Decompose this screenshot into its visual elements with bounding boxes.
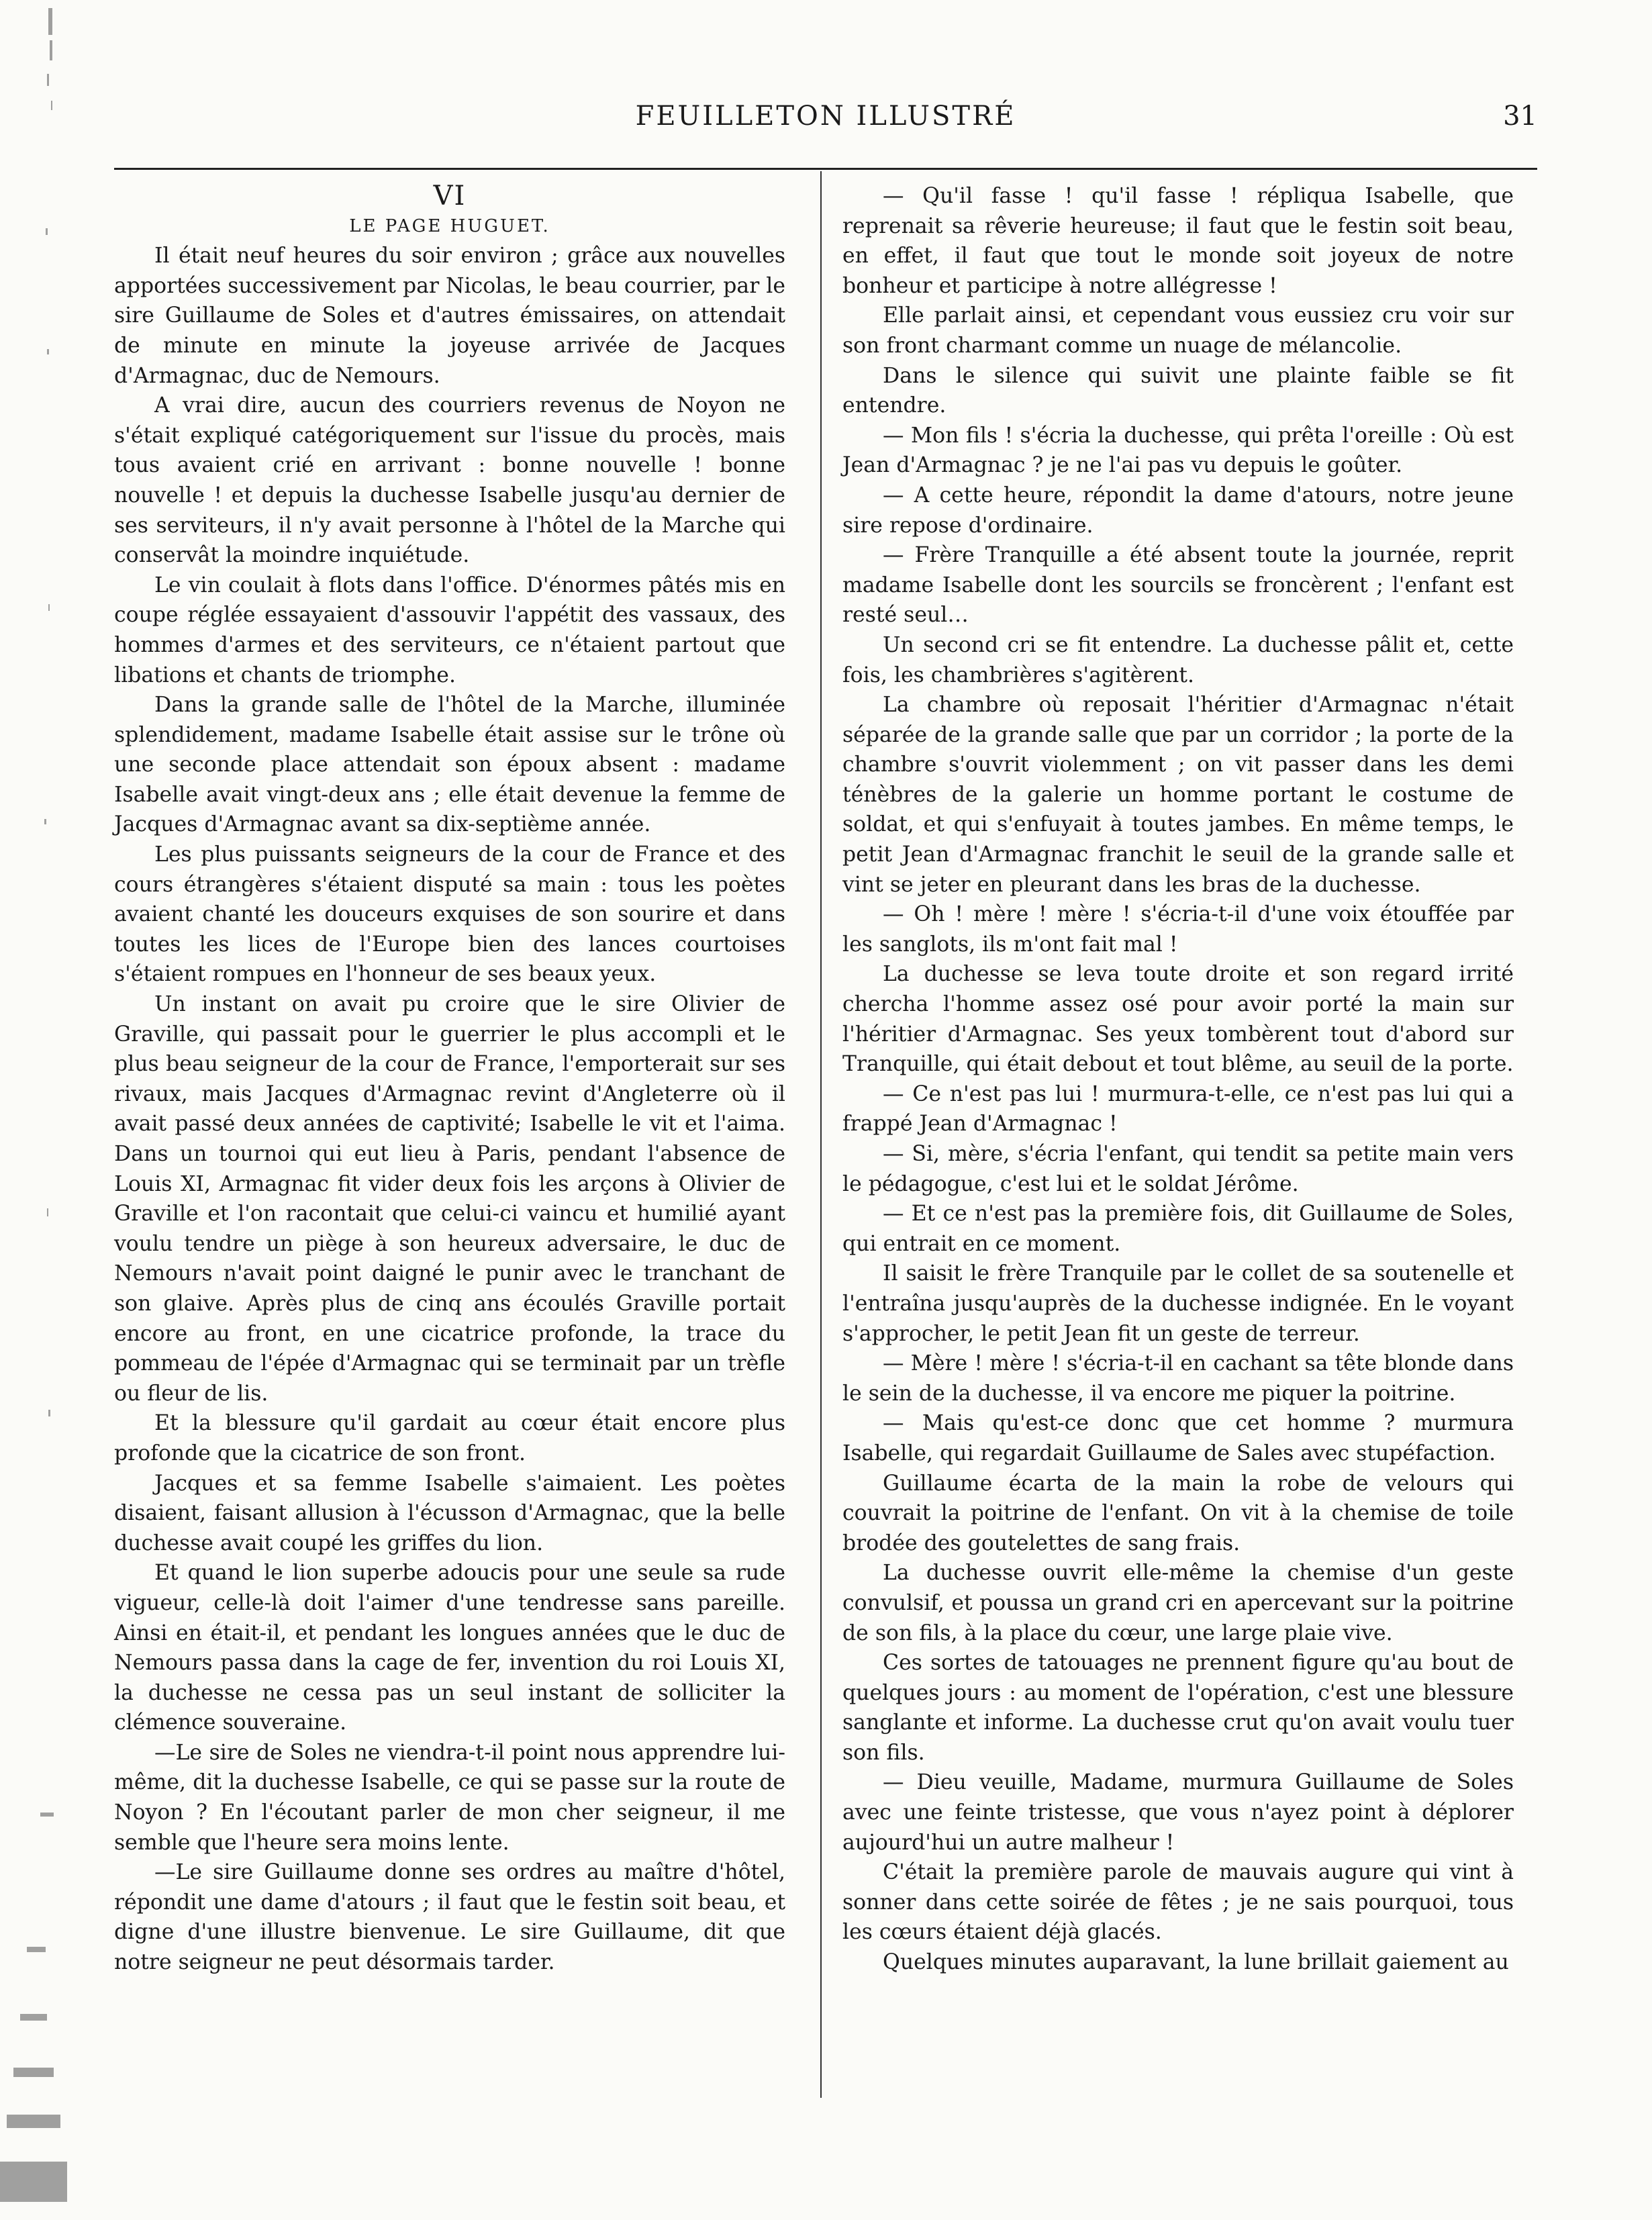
left-column	[114, 181, 785, 1978]
paragraph: — Si, mère, s'écria l'enfant, qui tendit sa petite main vers le pédagogue, c'est lui et le soldat Jérôme.	[842, 1142, 1514, 1196]
paragraph: Les plus puissants seigneurs de la cour de France et des cours étrangères s'étaient disputé sa main : tous les poètes avaient chanté les douceurs exquises de son sourire et dans toutes les lices de l'Europe bien des lances courtoises s'étaient rompues en l'honneur de ses beaux yeux.	[114, 842, 785, 987]
paragraph: — A cette heure, répondit la dame d'atours, notre jeune sire repose d'ordinaire.	[842, 483, 1514, 538]
paragraph: Quelques minutes auparavant, la lune brillait gaiement au	[883, 1950, 1509, 1975]
paragraph: Jacques et sa femme Isabelle s'aimaient. Les poètes disaient, faisant allusion à l'écusson d'Armagnac, que la belle duchesse avait coupé les griffes du lion.	[114, 1471, 785, 1555]
paragraph: Dans le silence qui suivit une plainte faible se fit entendre.	[842, 363, 1514, 418]
paragraph: La duchesse ouvrit elle-même la chemise d'un geste convulsif, et poussa un grand cri en apercevant sur la poitrine de son fils, à la place du cœur, une large plaie vive.	[842, 1561, 1514, 1645]
paragraph: — Ce n'est pas lui ! murmura-t-elle, ce n'est pas lui qui a frappé Jean d'Armagnac !	[842, 1081, 1514, 1137]
paragraph: Et la blessure qu'il gardait au cœur était encore plus profonde que la cicatrice de son front.	[114, 1411, 785, 1465]
paragraph: Le vin coulait à flots dans l'office. D'énormes pâtés mis en coupe réglée essayaient d'assouvir l'appétit des vassaux, des hommes d'armes et des serviteurs, ce n'étaient partout que libations et chants de triomphe.	[114, 573, 785, 687]
running-title: FEUILLETON ILLUSTRÉ	[635, 101, 1016, 132]
paragraph: Elle parlait ainsi, et cependant vous eussiez cru voir sur son front charmant comme un nuage de mélancolie.	[842, 303, 1514, 358]
paragraph: — Mon fils ! s'écria la duchesse, qui prêta l'oreille : Où est Jean d'Armagnac ? je ne l'ai pas vu depuis le goûter.	[842, 423, 1514, 478]
paragraph: — Dieu veuille, Madame, murmura Guillaume de Soles avec une feinte tristesse, que vous n'ayez point à déplorer aujourd'hui un autre malheur !	[842, 1770, 1514, 1855]
paragraph: Et quand le lion superbe adoucis pour une seule sa rude vigueur, celle-là doit l'aimer d'une tendresse sans pareille. Ainsi en était-il, et pendant les longues années que le duc de Nemours passa dans la cage de fer, invention du roi Louis XI, la duchesse ne cessa pas un seul instant de solliciter la clémence souveraine.	[114, 1561, 785, 1735]
paragraph: — Frère Tranquille a été absent toute la journée, reprit madame Isabelle dont les sourcils se froncèrent ; l'enfant est resté seul…	[842, 543, 1514, 628]
paragraph: —Le sire de Soles ne viendra-t-il point nous apprendre lui-même, dit la duchesse Isabelle, ce qui se passe sur la route de Noyon ? En l'écoutant parler de mon cher seigneur, il me semble que l'heure sera moins lente.	[114, 1740, 785, 1855]
scan-margin-speckle	[0, 0, 101, 2220]
right-column	[842, 181, 1514, 1978]
paragraph: La duchesse se leva toute droite et son regard irrité chercha l'homme assez osé pour avoir porté la main sur l'héritier d'Armagnac. Ses yeux tombèrent tout d'abord sur Tranquille, qui était debout et tout blême, au seuil de la porte.	[842, 962, 1514, 1077]
paragraph: La chambre où reposait l'héritier d'Armagnac n'était séparée de la grande salle que par un corridor ; la porte de la chambre s'ouvrit violemment ; on vit passer dans les demi ténèbres de la galerie un homme portant le costume de soldat, et qui s'enfuyait à toutes jambes. En même temps, le petit Jean d'Armagnac franchit le seuil de la grande salle et vint se jeter en pleurant dans les bras de la duchesse.	[842, 693, 1514, 897]
paragraph: — Mère ! mère ! s'écria-t-il en cachant sa tête blonde dans le sein de la duchesse, il va encore me piquer la poitrine.	[842, 1351, 1514, 1406]
chapter-title: LE PAGE HUGUET.	[349, 215, 550, 236]
paragraph: Un instant on avait pu croire que le sire Olivier de Graville, qui passait pour le guerrier le plus accompli et le plus beau seigneur de la cour de France, l'emporterait sur ses rivaux, mais Jacques d'Armagnac revint d'Angleterre où il avait passé deux années de captivité; Isabelle le vit et l'aima. Dans un tournoi qui eut lieu à Paris, pendant l'absence de Louis XI, Armagnac fit vider deux fois les arçons à Olivier de Graville et l'on racontait que celui-ci vaincu et humilié ayant voulu tendre un piège à son heureux adversaire, le duc de Nemours n'avait point daigné le punir avec le tranchant de son glaive. Après plus de cinq ans écoulés Graville portait encore au front, en une cicatrice profonde, la trace du pommeau de l'épée d'Armagnac qui se terminait par un trèfle ou fleur de lis.	[114, 992, 785, 1406]
paragraph: Il saisit le frère Tranquile par le collet de sa soutenelle et l'entraîna jusqu'auprès de la duchesse indignée. En le voyant s'approcher, le petit Jean fit un geste de terreur.	[842, 1261, 1514, 1346]
paragraph: — Oh ! mère ! mère ! s'écria-t-il d'une voix étouffée par les sanglots, ils m'ont fait mal !	[842, 902, 1514, 957]
page-header	[114, 101, 1537, 148]
paragraph: A vrai dire, aucun des courriers revenus de Noyon ne s'était expliqué catégoriquement sur l'issue du procès, mais tous avaient crié en arrivant : bonne nouvelle ! bonne nouvelle ! et depuis la duchesse Isabelle jusqu'au dernier de ses serviteurs, il n'y avait personne à l'hôtel de la Marche qui conservât la moindre inquiétude.	[114, 393, 785, 568]
column-divider	[820, 171, 822, 2098]
paragraph: Ces sortes de tatouages ne prennent figure qu'au bout de quelques jours : au moment de l'opération, c'est une blessure sanglante et informe. La duchesse crut qu'on avait voulu tuer son fils.	[842, 1651, 1514, 1765]
paragraph: Un second cri se fit entendre. La duchesse pâlit et, cette fois, les chambrières s'agitèrent.	[842, 632, 1514, 687]
paragraph: C'était la première parole de mauvais augure qui vint à sonner dans cette soirée de fêtes ; je ne sais pourquoi, tous les cœurs étaient déjà glacés.	[842, 1860, 1514, 1945]
paragraph: Guillaume écarta de la main la robe de velours qui couvrait la poitrine de l'enfant. On vit à la chemise de toile brodée des goutelettes de sang frais.	[842, 1471, 1514, 1555]
paragraph: —Le sire Guillaume donne ses ordres au maître d'hôtel, répondit une dame d'atours ; il faut que le festin soit beau, et digne d'une illustre bienvenue. Le sire Guillaume, dit que notre seigneur ne peut désormais tarder.	[114, 1860, 785, 1975]
paragraph: Dans la grande salle de l'hôtel de la Marche, illuminée splendidement, madame Isabelle était assise sur le trône où une seconde place attendait son époux absent : madame Isabelle avait vingt-deux ans ; elle était devenue la femme de Jacques d'Armagnac avant sa dix-septième année.	[114, 693, 785, 837]
paragraph: — Mais qu'est-ce donc que cet homme ? murmura Isabelle, qui regardait Guillaume de Sales avec stupéfaction.	[842, 1411, 1514, 1465]
chapter-number: VI	[433, 181, 467, 211]
paragraph: — Qu'il fasse ! qu'il fasse ! répliqua Isabelle, que reprenait sa rêverie heureuse; il faut que le festin soit beau, en effet, il faut que tout le monde soit joyeux de notre bonheur et participe à notre allégresse !	[842, 184, 1514, 298]
paragraph: — Et ce n'est pas la première fois, dit Guillaume de Soles, qui entrait en ce moment.	[842, 1202, 1514, 1256]
header-rule	[114, 168, 1537, 170]
paragraph: Il était neuf heures du soir environ ; grâce aux nouvelles apportées successivement par Nicolas, le beau courrier, par le sire Guillaume de Soles et d'autres émissaires, on attendait de minute en minute la joyeuse arrivée de Jacques d'Armagnac, duc de Nemours.	[114, 244, 785, 388]
page-number: 31	[1503, 101, 1537, 132]
